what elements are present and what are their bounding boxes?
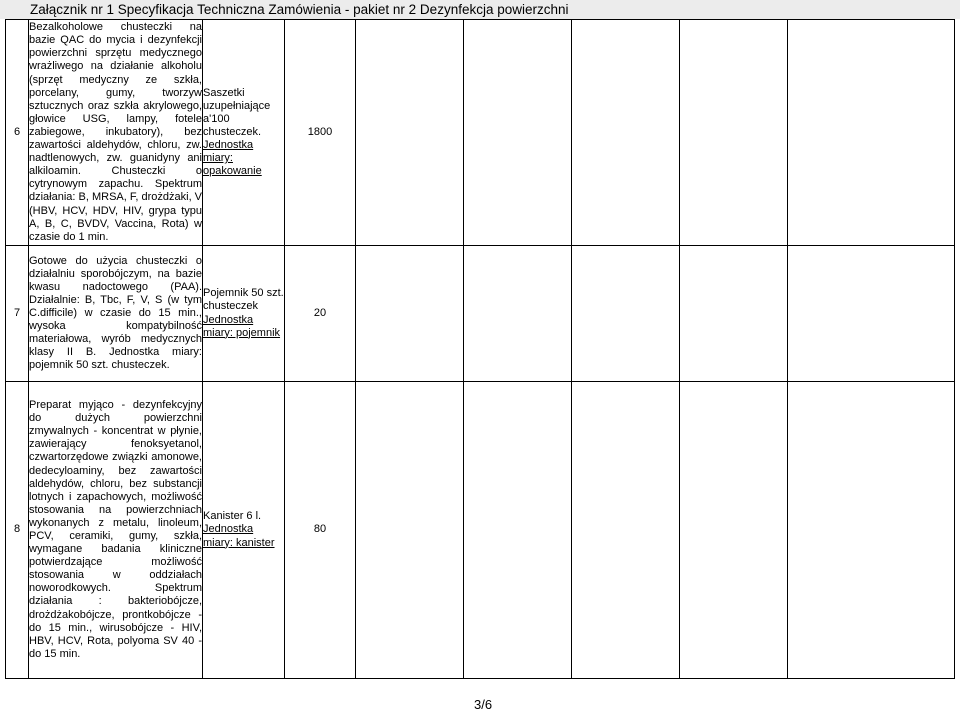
unit-measure: Jednostka miary: kanister (203, 523, 275, 549)
empty-cell (464, 20, 572, 246)
empty-cell (572, 20, 680, 246)
empty-cell (680, 382, 788, 679)
empty-cell (680, 246, 788, 382)
row-unit (203, 20, 285, 246)
unit-measure: Jednostka miary: opakowanie (203, 139, 262, 178)
empty-cell (788, 382, 955, 679)
unit-measure: Jednostka miary: pojemnik (203, 313, 281, 339)
header-title: Załącznik nr 1 Specyfikacja Techniczna Zamówienia - pakiet nr 2 Dezynfekcja powierzchni (30, 2, 569, 17)
empty-cell (572, 382, 680, 679)
table-row (6, 246, 955, 382)
row-quantity: 20 (285, 246, 356, 382)
row-number: 6 (6, 20, 29, 246)
unit-text: Saszetki uzupełniające a'100 chusteczek. (203, 86, 271, 138)
row-description: Preparat myjąco - dezynfekcyjny do dużych powierzchni zmywalnych - koncentrat w płynie, zawierający fenoksyetanol, czwartorzędowe związki amonowe, dedecyloaminy, bez zawartości aldehydów, chloru, bez substancji lotnych i zapachowych, możliwość stosowania na powierzchniach wykonanych z metalu, linoleum, PCV, ceramiki, gumy, szkła, wymagane badania kliniczne potwierdzające możliwość stosowania w oddziałach noworodkowych. Spektrum działania : bakteriobójcze, drożdżakobójcze, prontkobójcze - do 15 min., wirusobójcze - HIV, HBV, HCV, Rota, polyoma SV 40 - do 15 min. (29, 382, 203, 679)
document-header (0, 0, 960, 19)
row-description: Gotowe do użycia chusteczki o działalniu sporobójczym, na bazie kwasu nadoctowego (PAA). Działalnie: B, Tbc, F, V, S (w tym C.difficile) w czasie do 15 min., wysoka kompatybilność materiałowa, wyrób medycznych klasy II B. Jednostka miary: pojemnik 50 szt. chusteczek. (29, 246, 203, 382)
empty-cell (464, 382, 572, 679)
row-number: 8 (6, 382, 29, 679)
row-unit (203, 246, 285, 382)
empty-cell (356, 382, 464, 679)
page-number: 3/6 (474, 697, 493, 712)
empty-cell (356, 246, 464, 382)
row-description: Bezalkoholowe chusteczki na bazie QAC do mycia i dezynfekcji powierzchni sprzętu medycznego wrażliwego na działanie alkoholu (sprzęt medyczny ze szkła, porcelany, gumy, tworzyw sztucznych oraz szkła akrylowego, głowice USG, lampy, fotele zabiegowe, inkubatory), bez zawartości aldehydów, chloru, zw. nadtlenowych, zw. guanidyny ani alkiloamin. Chusteczki o cytrynowym zapachu. Spektrum działania: B, MRSA, F, drożdżaki, V (HBV, HCV, HDV, HIV, grypa typu A, B, C, BVDV, Vaccina, Rota) w czasie do 1 min. (29, 20, 203, 246)
unit-text: Pojemnik 50 szt. chusteczek (203, 287, 284, 313)
row-quantity: 1800 (285, 20, 356, 246)
unit-text: Kanister 6 l. (203, 510, 262, 523)
specification-table (5, 19, 955, 679)
row-quantity: 80 (285, 382, 356, 679)
empty-cell (788, 246, 955, 382)
empty-cell (572, 246, 680, 382)
empty-cell (680, 20, 788, 246)
table-row (6, 382, 955, 679)
row-number: 7 (6, 246, 29, 382)
table-row (6, 20, 955, 246)
empty-cell (464, 246, 572, 382)
row-unit (203, 382, 285, 679)
empty-cell (356, 20, 464, 246)
empty-cell (788, 20, 955, 246)
